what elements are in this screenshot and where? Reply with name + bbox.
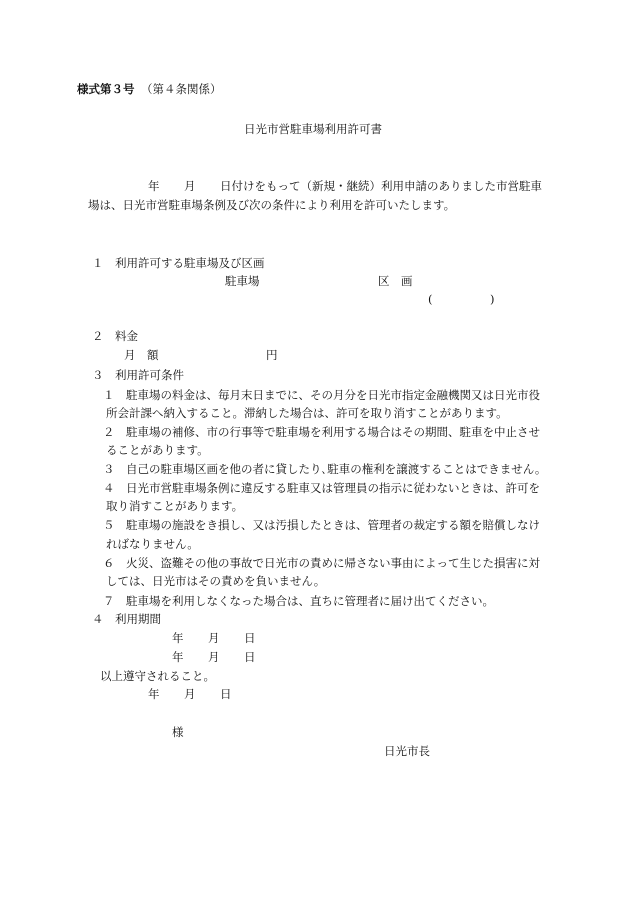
form-number: 様式第３号	[77, 82, 135, 96]
condition-5-line2: ればなりません。	[106, 537, 199, 551]
issue-month: 月	[184, 687, 196, 701]
yen-label: 円	[266, 348, 278, 362]
section4-heading: ４ 利用期間	[92, 612, 161, 626]
area-paren: ( )	[428, 292, 495, 306]
period-end-year: 年	[172, 650, 184, 664]
period-end-day: 日	[244, 650, 256, 664]
issue-day: 日	[220, 687, 232, 701]
document-title: 日光市営駐車場利用許可書	[244, 122, 382, 136]
condition-2-line1: ２ 駐車場の補修、市の行事等で駐車場を利用する場合はその期間、駐車を中止させ	[103, 425, 540, 439]
condition-1-line1: １ 駐車場の料金は、毎月末日までに、その月分を日光市指定金融機関又は日光市役	[103, 388, 540, 402]
section3-heading: ３ 利用許可条件	[92, 368, 184, 382]
observe-note: 以上遵守されること。	[100, 669, 215, 683]
condition-2-line2: ることがあります。	[106, 443, 209, 457]
section2-heading: ２ 料金	[92, 329, 138, 343]
condition-4-line2: 取り消すことがあります。	[106, 499, 244, 513]
issuer-name: 日光市長	[384, 744, 430, 758]
area-label: 区 画	[378, 274, 413, 288]
intro-line1: 日付けをもって（新規・継続）利用申請のありました市営駐車	[220, 179, 542, 193]
condition-4-line1: ４ 日光市営駐車場条例に違反する駐車又は管理員の指示に従わないときは、許可を	[103, 481, 540, 495]
period-start-year: 年	[172, 631, 184, 645]
condition-1-line2: 所会計課へ納入すること。滞納した場合は、許可を取り消すことがあります。	[106, 406, 508, 420]
intro-month: 月	[184, 179, 196, 193]
condition-3-line1: ３ 自己の駐車場区画を他の者に貸したり､駐車の権利を譲渡することはできません。	[103, 462, 547, 476]
period-start-month: 月	[208, 631, 220, 645]
recipient-honorific: 様	[172, 725, 184, 739]
intro-line2: 場は、日光市営駐車場条例及び次の条件により利用を許可いたします。	[88, 198, 456, 212]
issue-year: 年	[148, 687, 160, 701]
form-reference: （第４条関係）	[141, 82, 222, 96]
condition-5-line1: ５ 駐車場の施設をき損し、又は汚損したときは、管理者の裁定する額を賠償しなけ	[103, 518, 540, 532]
section1-heading: １ 利用許可する駐車場及び区画	[92, 256, 265, 270]
period-end-month: 月	[208, 650, 220, 664]
condition-6-line1: ６ 火災、盗難その他の事故で日光市の責めに帰さない事由によって生じた損害に対	[103, 556, 540, 570]
intro-year: 年	[148, 179, 160, 193]
parking-label: 駐車場	[225, 274, 260, 288]
condition-6-line2: しては、日光市はその責めを負いません。	[106, 574, 326, 588]
period-start-day: 日	[244, 631, 256, 645]
monthly-label: 月 額	[124, 348, 159, 362]
condition-7-line1: ７ 駐車場を利用しなくなった場合は、直ちに管理者に届け出てください。	[103, 594, 494, 608]
